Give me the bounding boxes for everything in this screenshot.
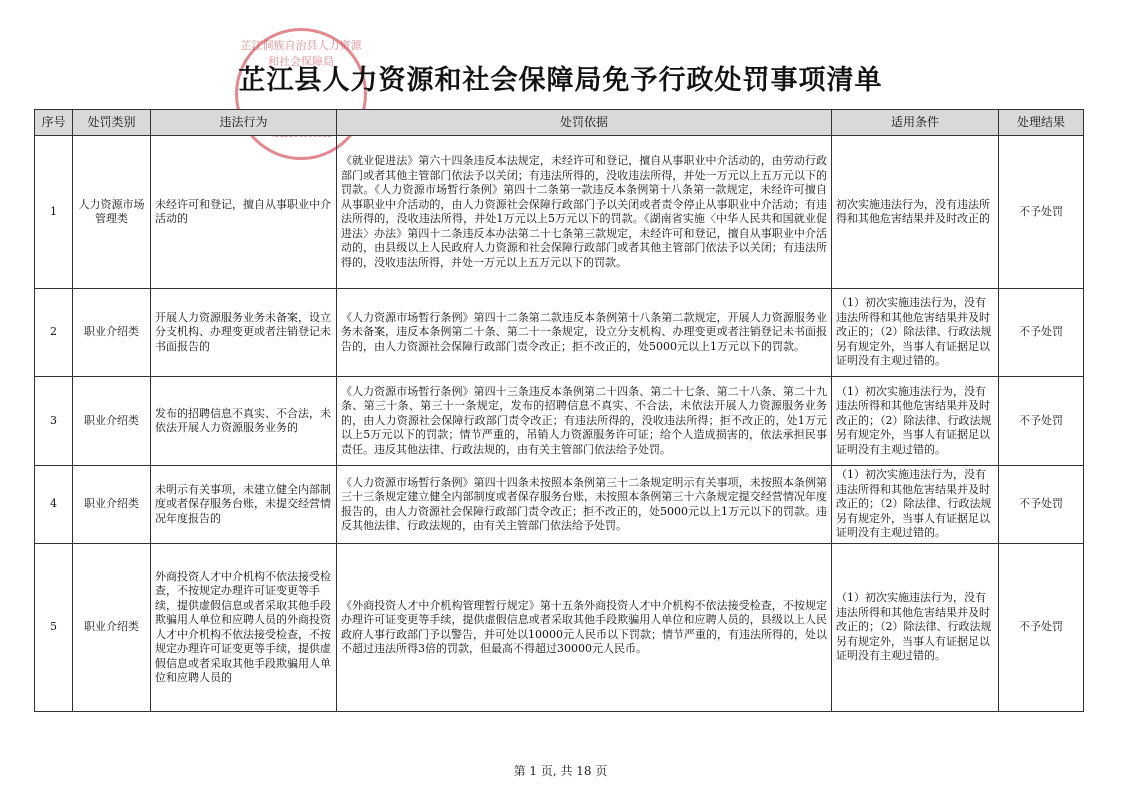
header-category: 处罚类别 [73,110,151,136]
header-basis: 处罚依据 [337,110,832,136]
cell-result: 不予处罚 [999,544,1084,712]
penalty-exemption-table [34,109,1084,712]
cell-condition: （1）初次实施违法行为，没有违法所得和其他危害结果并及时改正的；（2）除法律、行政法规另有规定外，当事人有证据足以证明没有主观过错的。 [832,377,999,466]
cell-no: 3 [35,377,73,466]
page-footer: 第 1 页, 共 18 页 [513,764,608,778]
cell-result: 不予处罚 [999,466,1084,544]
cell-result: 不予处罚 [999,136,1084,289]
cell-condition: （1）初次实施违法行为，没有违法所得和其他危害结果并及时改正的；（2）除法律、行政法规另有规定外，当事人有证据足以证明没有主观过错的。 [832,544,999,712]
cell-category: 职业介绍类 [73,377,151,466]
cell-condition: （1）初次实施违法行为，没有违法所得和其他危害结果并及时改正的；（2）除法律、行政法规另有规定外，当事人有证据足以证明没有主观过错的。 [832,466,999,544]
cell-no: 5 [35,544,73,712]
cell-category: 职业介绍类 [73,544,151,712]
table-row [35,136,1084,289]
table-row [35,377,1084,466]
cell-violation: 未经许可和登记，擅自从事职业中介活动的 [151,136,337,289]
cell-basis: 《人力资源市场暂行条例》第四十二条第二款违反本条例第十八条第二款规定，开展人力资源服务业务未备案，违反本条例第二十条、第二十一条规定，设立分支机构、办理变更或者注销登记未书面报告的，由人力资源社会保障行政部门责令改正；拒不改正的，处5000元以上1万元以下的罚款。 [337,289,832,377]
seal-text: 芷江侗族自治县人力资源和社会保障局 [240,39,362,68]
header-result: 处理结果 [999,110,1084,136]
cell-violation: 未明示有关事项，未建立健全内部制度或者保存服务台账，未提交经营情况年度报告的 [151,466,337,544]
cell-result: 不予处罚 [999,289,1084,377]
cell-basis: 《人力资源市场暂行条例》第四十三条违反本条例第二十四条、第二十七条、第二十八条、第二十九条、第三十条、第三十一条规定，发布的招聘信息不真实、不合法，未依法开展人力资源服务业务的，由人力资源社会保障行政部门责令改正；有违法所得的，没收违法所得；拒不改正的，处1万元以上5万元以下的罚款；情节严重的，吊销人力资源服务许可证；给个人造成损害的，依法承担民事责任。违反其他法律、行政法规的，由有关主管部门依法给予处罚。 [337,377,832,466]
table-row [35,289,1084,377]
cell-basis: 《人力资源市场暂行条例》第四十四条未按照本条例第三十二条规定明示有关事项，未按照本条例第三十三条规定建立健全内部制度或者保存服务台账，未按照本条例第三十六条规定提交经营情况年度报告的，由人力资源社会保障行政部门责令改正；拒不改正的，处5000元以上1万元以下的罚款。违反其他法律、行政法规的，由有关主管部门依法给予处罚。 [337,466,832,544]
cell-condition: （1）初次实施违法行为，没有违法所得和其他危害结果并及时改正的；（2）除法律、行政法规另有规定外，当事人有证据足以证明没有主观过错的。 [832,289,999,377]
header-violation: 违法行为 [151,110,337,136]
table-row [35,544,1084,712]
cell-result: 不予处罚 [999,377,1084,466]
cell-category: 职业介绍类 [73,289,151,377]
cell-basis: 《外商投资人才中介机构管理暂行规定》第十五条外商投资人才中介机构不依法接受检查，不按规定办理许可证变更等手续，提供虚假信息或者采取其他手段欺骗用人单位和应聘人员的，县级以上人民政府人事行政部门予以警告，并可处以10000元人民币以下罚款；情节严重的，有违法所得的，处以不超过违法所得3倍的罚款，但最高不得超过30000元人民币。 [337,544,832,712]
header-no: 序号 [35,110,73,136]
cell-no: 1 [35,136,73,289]
cell-condition: 初次实施违法行为，没有违法所得和其他危害结果并及时改正的 [832,136,999,289]
cell-no: 4 [35,466,73,544]
cell-violation: 开展人力资源服务业务未备案，设立分支机构、办理变更或者注销登记未书面报告的 [151,289,337,377]
cell-violation: 外商投资人才中介机构不依法接受检查，不按规定办理许可证变更等手续，提供虚假信息或者采取其他手段欺骗用人单位和应聘人员的外商投资人才中介机构不依法接受检查，不按规定办理许可证变更等手续，提供虚假信息或者采取其他手段欺骗用人单位和应聘人员的 [151,544,337,712]
cell-basis: 《就业促进法》第六十四条违反本法规定，未经许可和登记，擅自从事职业中介活动的，由劳动行政部门或者其他主管部门依法予以关闭；有违法所得的，没收违法所得，并处一万元以上五万元以下的罚款。《人力资源市场暂行条例》第四十二条第一款违反本条例第十八条第一款规定，未经许可擅自从事职业中介活动的，由人力资源社会保障行政部门予以关闭或者责令停止从事职业中介活动；有违法所得的，没收违法所得，并处1万元以上5万元以下的罚款。《湖南省实施〈中华人民共和国就业促进法〉办法》第四十二条违反本办法第二十七条第三款规定，未经许可和登记，擅自从事职业中介活动的，由县级以上人民政府人力资源和社会保障行政部门或者其他主管部门依法予以关闭；有违法所得的，没收违法所得，并处一万元以上五万元以下的罚款。 [337,136,832,289]
table-row [35,466,1084,544]
page-title: 芷江县人力资源和社会保障局免予行政处罚事项清单 [238,65,883,96]
cell-violation: 发布的招聘信息不真实、不合法，未依法开展人力资源服务业务的 [151,377,337,466]
cell-category: 职业介绍类 [73,466,151,544]
cell-no: 2 [35,289,73,377]
table-header-row [35,110,1084,136]
cell-category: 人力资源市场管理类 [73,136,151,289]
header-condition: 适用条件 [832,110,999,136]
